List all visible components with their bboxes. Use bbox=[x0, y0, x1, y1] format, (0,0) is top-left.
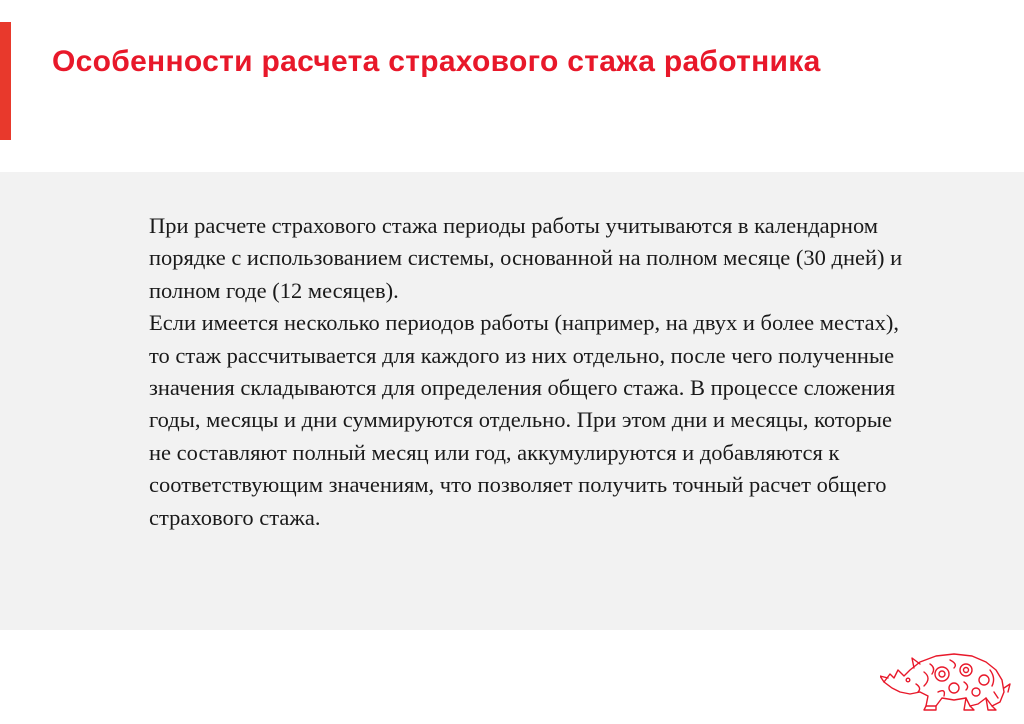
slide-title: Особенности расчета страхового стажа работника bbox=[52, 45, 821, 78]
rhino-logo-icon bbox=[880, 648, 1012, 712]
paragraph-multiple-periods: Если имеется несколько периодов работы (например, на двух и более местах), то стаж рассчитывается для каждого из них отдельно, после чего полученные значения складываются для определения общего стажа. В процессе сложения годы, месяцы и дни суммируются отдельно. При этом дни и месяцы, которые не составляют полный месяц или год, аккумулируются и добавляются к соответствующим значениям, что позволяет получить точный расчет общего страхового стажа. bbox=[149, 310, 899, 530]
body-text bbox=[149, 210, 909, 534]
accent-bar bbox=[0, 22, 11, 140]
paragraph-calendar-rule: При расчете страхового стажа периоды работы учитываются в календарном порядке с использованием системы, основанной на полном месяце (30 дней) и полном годе (12 месяцев). bbox=[149, 213, 903, 303]
